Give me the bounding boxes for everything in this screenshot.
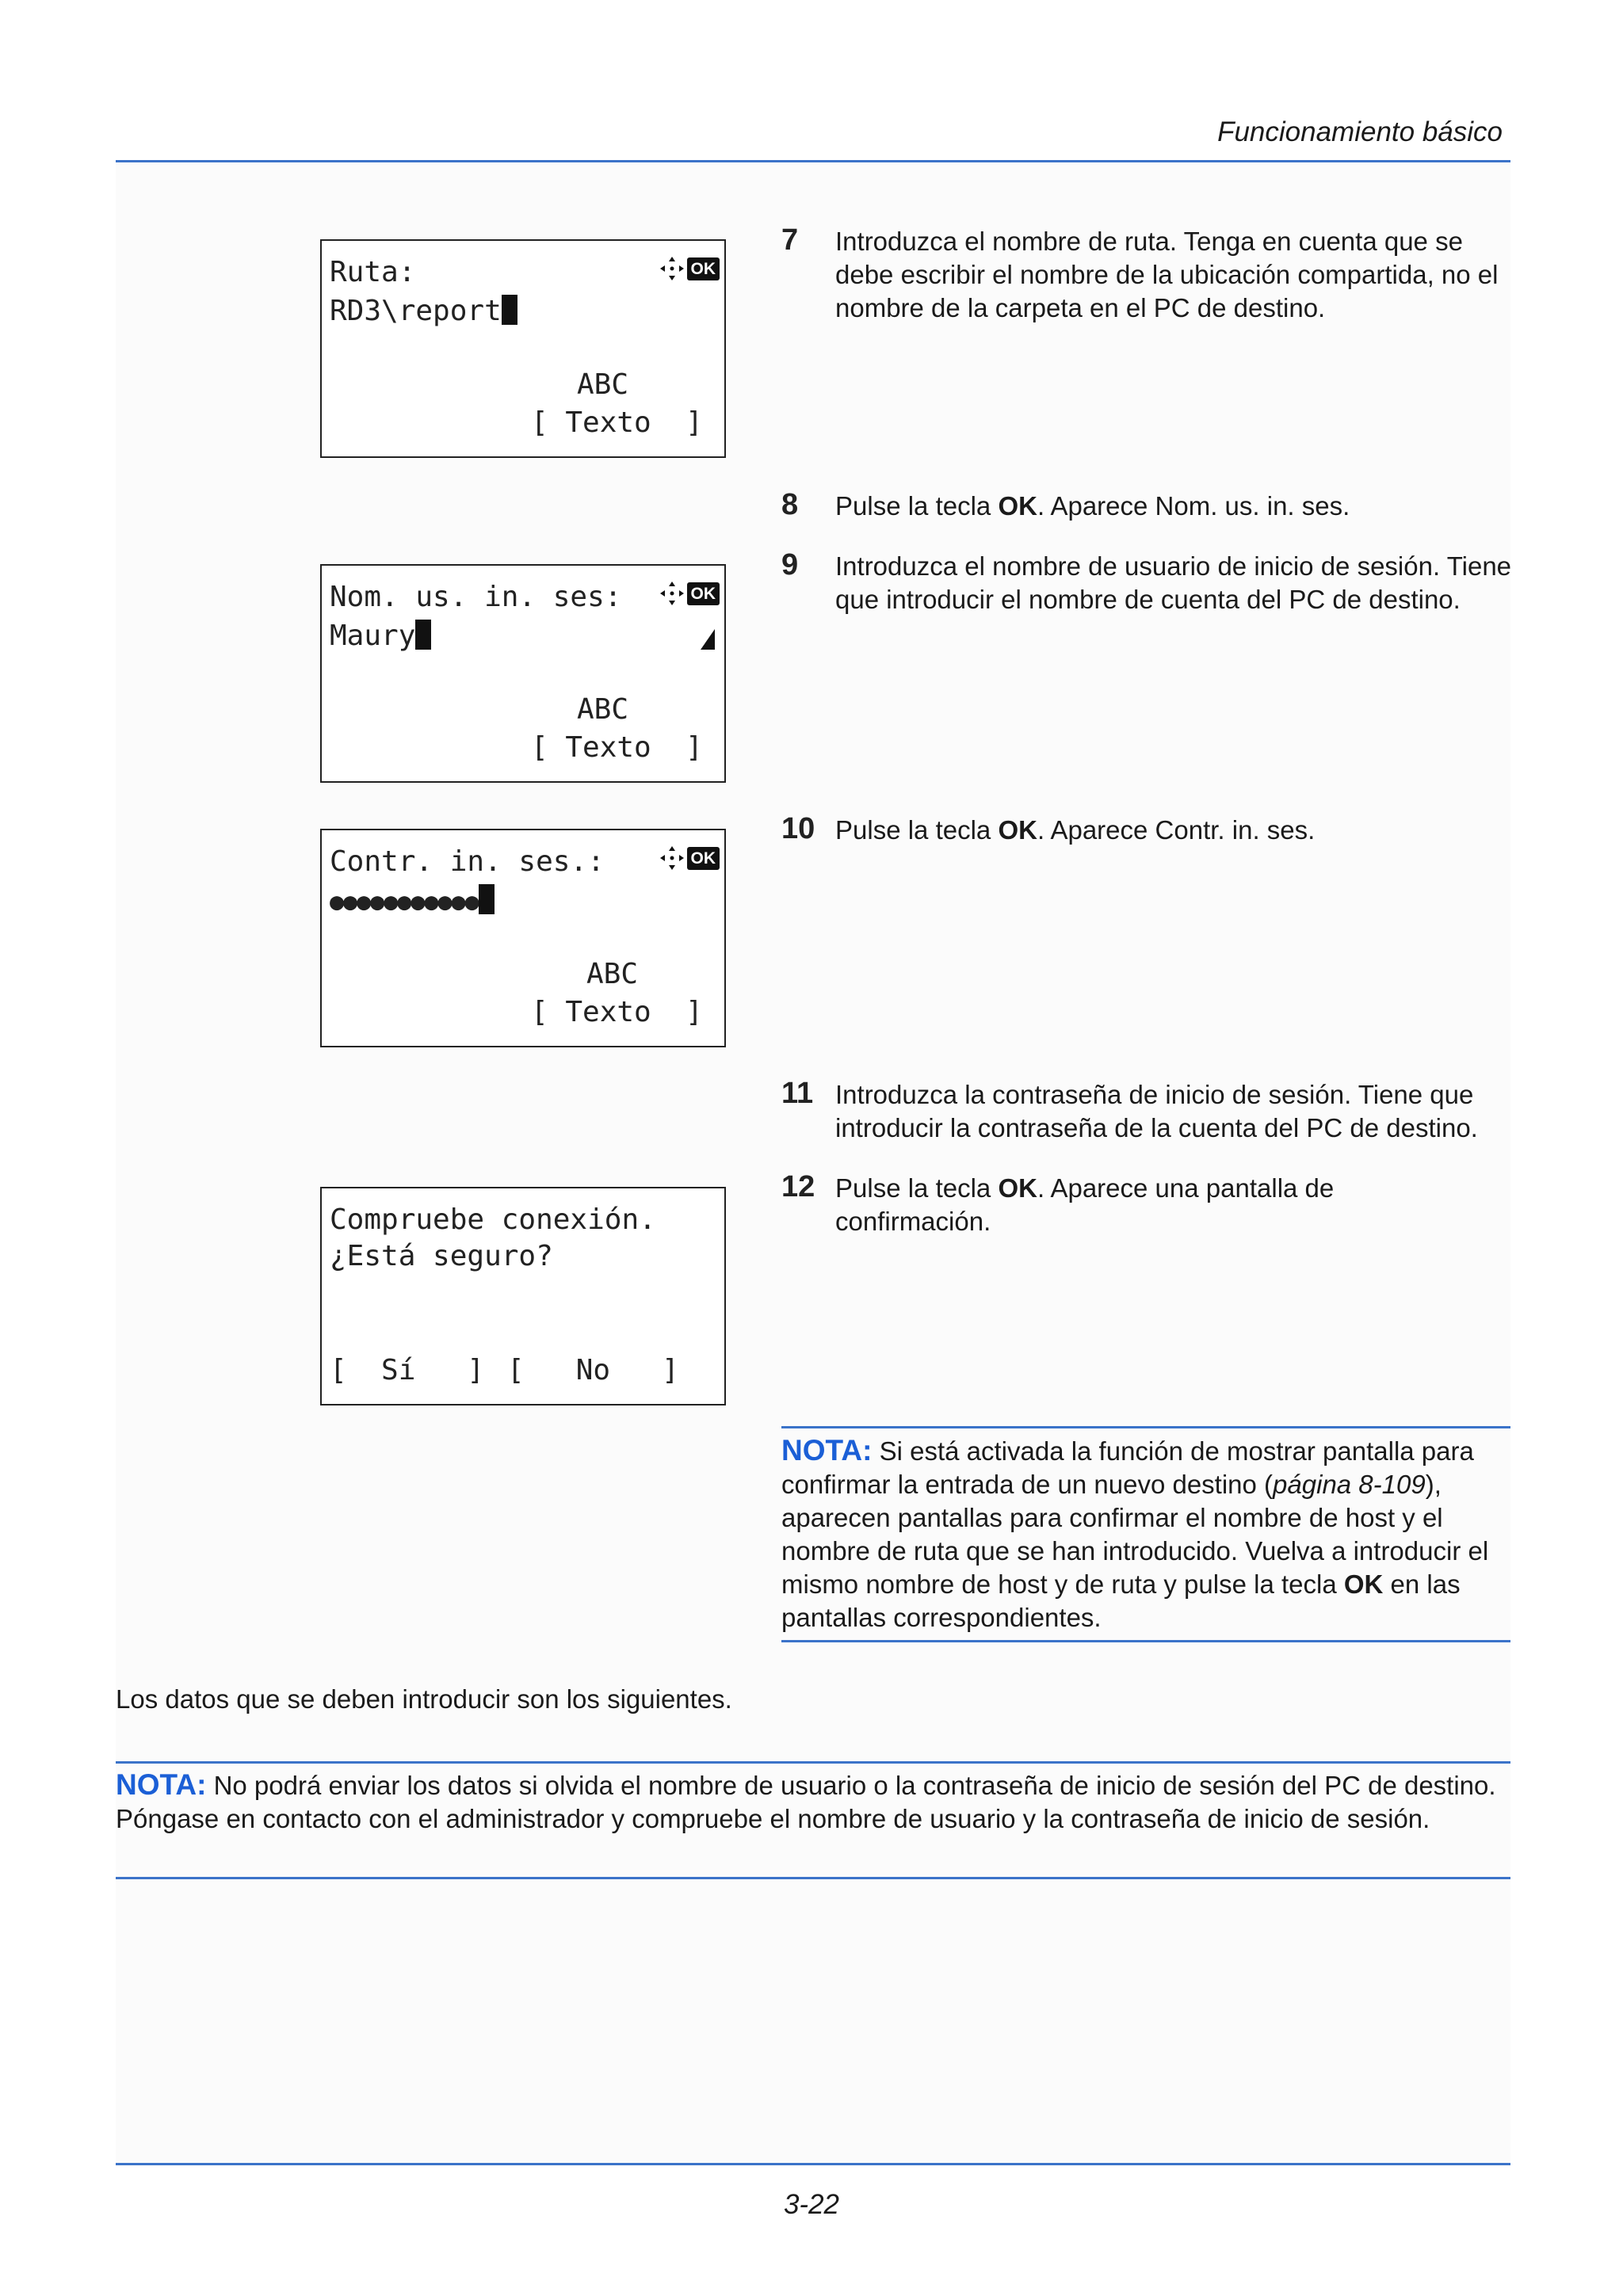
page-background	[116, 162, 1510, 2167]
header-title: Funcionamiento básico	[1217, 116, 1503, 147]
lcd-line-1: Ruta:	[330, 256, 416, 288]
scroll-indicator-icon	[701, 629, 715, 650]
lcd-line-1: Contr. in. ses.:	[330, 845, 605, 878]
nav-ok-icon	[659, 845, 720, 871]
ok-key-icon: OK	[687, 257, 720, 280]
step-number: 9	[781, 548, 799, 582]
lcd-line-1: Nom. us. in. ses:	[330, 581, 622, 613]
nav-ok-icon	[659, 255, 720, 282]
text-cursor	[479, 884, 495, 914]
lcd-input-mode: ABC	[586, 958, 639, 990]
lcd-screen-path	[320, 239, 726, 458]
lcd-line-1: Compruebe conexión.	[330, 1203, 656, 1236]
lcd-softkey-yes: [ Sí ]	[330, 1354, 485, 1386]
lcd-line-2: RD3\report	[330, 295, 517, 326]
page-number: 3-22	[783, 2189, 840, 2220]
lcd-line-2: ●●●●●●●●●●●	[330, 884, 495, 914]
nota-box: NOTA: Si está activada la función de mostrar pantalla para confirmar la entrada de un nuevo destino (página 8-109), aparecen pantallas para confirmar el nombre de host y el nombre de ruta que se han introducido. Vuelva a introducir el mismo nombre de host y de ruta y pulse la tecla OK en las pantallas correspondientes.	[781, 1434, 1489, 1632]
lcd-screen-username	[320, 564, 726, 783]
text-cursor	[502, 295, 517, 325]
step-text: Introduzca el nombre de ruta. Tenga en cuenta que se debe escribir el nombre de la ubicación compartida, no el nombre de la carpeta en el PC de destino.	[835, 227, 1499, 322]
ok-key-icon: OK	[687, 582, 720, 605]
nav-ok-icon	[659, 580, 720, 607]
step-number: 7	[781, 223, 799, 257]
nota-rule-top	[116, 1761, 1510, 1764]
step-text: Introduzca la contraseña de inicio de sesión. Tiene que introducir la contraseña de la cuenta del PC de destino.	[835, 1080, 1478, 1142]
navigation-cross-icon	[659, 845, 685, 871]
lcd-screen-confirm	[320, 1187, 726, 1405]
footer-rule	[116, 2163, 1510, 2165]
nota-box: NOTA: No podrá enviar los datos si olvida el nombre de usuario o la contraseña de inicio de sesión del PC de destino. Póngase en contacto con el administrador y compruebe el nombre de usuario y la contraseña de inicio de sesión.	[116, 1768, 1496, 1833]
step-number: 12	[781, 1170, 815, 1203]
lcd-screen-password	[320, 829, 726, 1047]
lcd-input-mode: ABC	[577, 368, 629, 401]
navigation-cross-icon	[659, 580, 685, 607]
navigation-cross-icon	[659, 255, 685, 282]
lcd-input-mode: ABC	[577, 693, 629, 726]
step-text: Pulse la tecla OK. Aparece Nom. us. in. ses.	[835, 491, 1350, 521]
lcd-softkey-no: [ No ]	[507, 1354, 679, 1386]
step-text: Introduzca el nombre de usuario de inicio de sesión. Tiene que introducir el nombre de cuenta del PC de destino.	[835, 551, 1512, 614]
step-text: Pulse la tecla OK. Aparece una pantalla de confirmación.	[835, 1173, 1335, 1236]
intro-text: Los datos que se deben introducir son los siguientes.	[116, 1684, 732, 1714]
lcd-softkey-text: [ Texto ]	[531, 406, 703, 439]
page-reference-link[interactable]: página 8-109	[1273, 1470, 1426, 1499]
nota-label: NOTA:	[116, 1768, 207, 1801]
text-cursor	[415, 620, 431, 650]
lcd-line-2: Maury	[330, 620, 431, 650]
step-text: Pulse la tecla OK. Aparece Contr. in. ses.	[835, 815, 1316, 845]
nota-rule-bottom	[781, 1640, 1510, 1642]
step-number: 10	[781, 812, 815, 845]
step-number: 8	[781, 488, 799, 521]
lcd-softkey-text: [ Texto ]	[531, 996, 703, 1028]
ok-key-icon: OK	[687, 847, 720, 870]
nota-rule-top	[781, 1426, 1510, 1428]
header-rule	[116, 160, 1510, 162]
nota-label: NOTA:	[781, 1434, 873, 1466]
lcd-softkey-text: [ Texto ]	[531, 731, 703, 764]
nota-rule-bottom	[116, 1877, 1510, 1879]
step-number: 11	[781, 1077, 814, 1110]
lcd-line-2: ¿Está seguro?	[330, 1240, 553, 1272]
